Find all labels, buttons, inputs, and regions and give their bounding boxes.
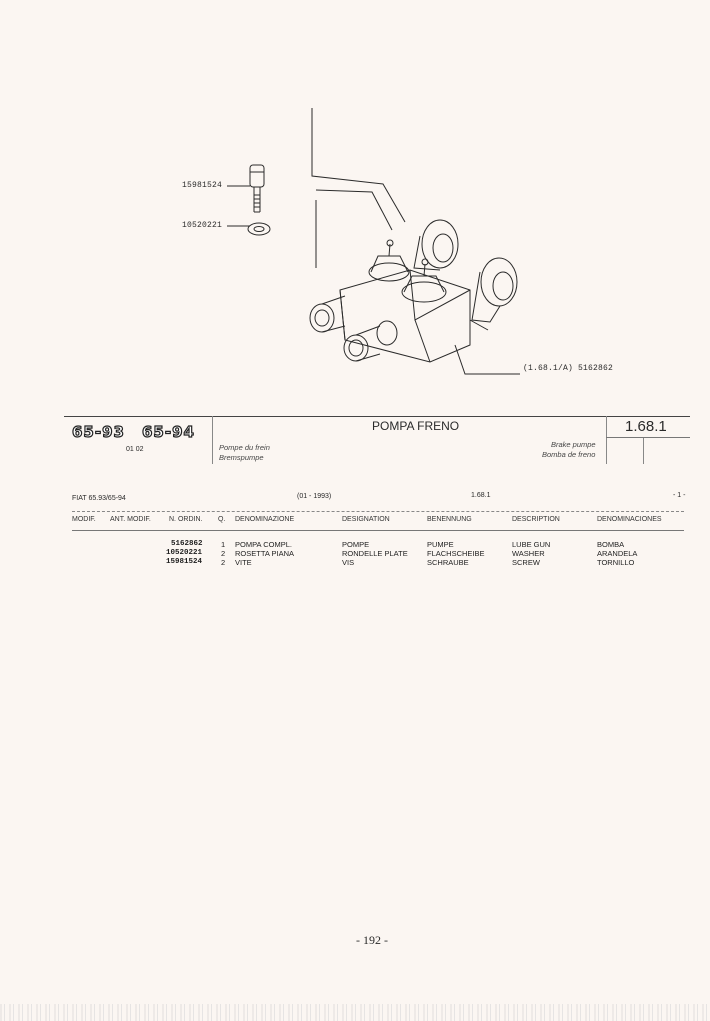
header-rule: [64, 416, 690, 417]
desc-it: VITE: [235, 558, 252, 567]
table-row: [0, 558, 710, 568]
col-benennung: BENENNUNG: [427, 516, 472, 523]
desc-it: POMPA COMPL.: [235, 540, 292, 549]
col-denominazione: DENOMINAZIONE: [235, 516, 295, 523]
model-logo: 65-94: [142, 423, 195, 441]
col-denominaciones: DENOMINACIONES: [597, 516, 662, 523]
model-name: FIAT 65.93/65-94: [72, 495, 126, 502]
callout-bolt: 15981524: [182, 181, 223, 190]
page-number: - 192 -: [356, 933, 388, 947]
header-divider: [606, 416, 607, 464]
desc-en: WASHER: [512, 549, 545, 558]
title-en: Brake pumpe: [551, 440, 596, 449]
section-code: 1.68.1: [625, 418, 667, 435]
quantity: 2: [221, 549, 226, 558]
desc-es: ARANDELA: [597, 549, 638, 558]
quantity: 2: [221, 558, 226, 567]
page-title: POMPA FRENO: [372, 419, 460, 433]
col-ordin: N. ORDIN.: [169, 516, 203, 523]
sheet-number: - 1 -: [673, 492, 686, 499]
desc-es: BOMBA: [597, 540, 625, 549]
desc-it: ROSETTA PIANA: [235, 549, 295, 558]
col-modif: MODIF.: [72, 516, 96, 523]
desc-es: TORNILLO: [597, 558, 635, 567]
desc-en: SCREW: [512, 558, 540, 567]
header-code-rule: [606, 437, 690, 438]
title-fr: Pompe du frein: [219, 443, 270, 452]
desc-en: LUBE GUN: [512, 540, 551, 549]
table-top-rule: [72, 511, 684, 512]
title-es: Bomba de freno: [542, 450, 596, 459]
part-number: 10520221: [166, 549, 203, 557]
header-divider: [643, 438, 644, 464]
col-ant-modif: ANT. MODIF.: [110, 516, 151, 523]
model-subtitle: 01 02: [126, 446, 144, 453]
part-number: 15981524: [166, 558, 203, 566]
desc-de: FLACHSCHEIBE: [427, 549, 485, 558]
scan-artifact: [0, 1004, 710, 1021]
col-description: DESCRIPTION: [512, 516, 560, 523]
desc-de: SCHRAUBE: [427, 558, 469, 567]
callout-washer: 10520221: [182, 221, 223, 230]
col-q: Q.: [218, 516, 226, 523]
brake-pump-drawing: [0, 0, 710, 400]
title-de: Bremspumpe: [219, 453, 264, 462]
quantity: 1: [221, 540, 226, 549]
date-range: (01 - 1993): [297, 493, 332, 500]
desc-fr: RONDELLE PLATE: [342, 549, 408, 558]
callout-pump: (1.68.1/A) 5162862: [523, 364, 614, 373]
header-divider: [212, 416, 213, 464]
desc-fr: POMPE: [342, 540, 370, 549]
desc-de: PUMPE: [427, 540, 454, 549]
model-logo: 65-93: [72, 423, 125, 441]
col-designation: DESIGNATION: [342, 516, 390, 523]
part-number: 5162862: [171, 540, 203, 548]
sub-code: 1.68.1: [471, 492, 491, 499]
desc-fr: VIS: [342, 558, 355, 567]
table-header-rule: [72, 530, 684, 531]
